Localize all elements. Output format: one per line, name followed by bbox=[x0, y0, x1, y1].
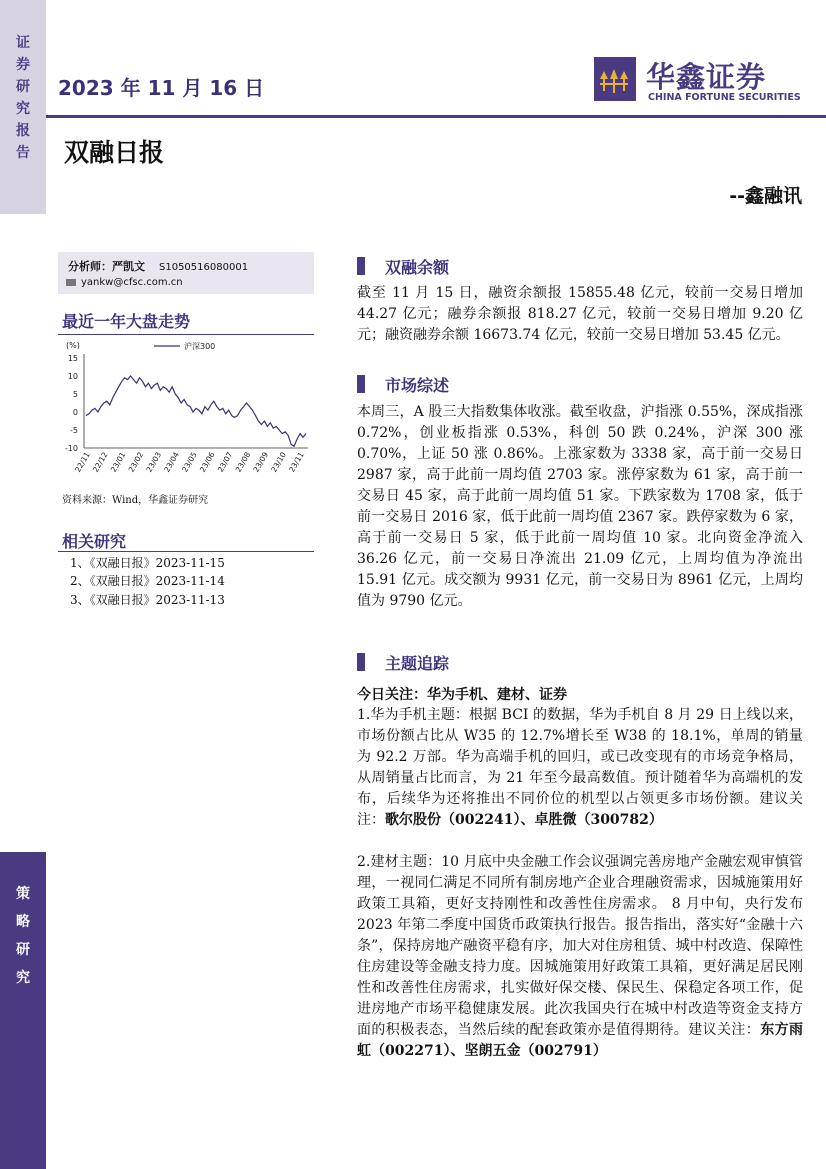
y-tick-label: 0 bbox=[72, 408, 78, 417]
y-axis-unit-label: (%) bbox=[66, 341, 80, 350]
theme-paragraph-text: 1.华为手机主题：根据 BCI 的数据，华为手机自 8 月 29 日上线以来，市场份额占比从 W35 的 12.7%增长至 W38 的 18.1%，单周的销量为 92.2 万部。华为高端手机的回归，或已改变现有的市场竞争格局，从周销量占比而言，为 21 年至今最高数值。预计随着华为高端机的发布，后续华为还将推出不同价位的机型以占领更多市场份额。建议关注： bbox=[357, 707, 803, 828]
theme-paragraph-huawei bbox=[357, 705, 803, 831]
logo-name-cn: 华鑫证券 bbox=[646, 60, 767, 94]
analyst-license-id: S1050516080001 bbox=[159, 262, 249, 273]
y-tick-label: -10 bbox=[64, 444, 78, 453]
logo-mark-icon bbox=[594, 57, 636, 101]
related-item[interactable]: 1、《双融日报》2023-11-15 bbox=[70, 556, 225, 570]
x-tick-label: 23/02 bbox=[126, 450, 146, 474]
logo-name-en: CHINA FORTUNE SECURITIES bbox=[648, 92, 801, 103]
market-paragraph: 本周三，A 股三大指数集体收涨。截至收盘，沪指涨 0.55%，深成指涨 0.72%，创业板指涨 0.53%，科创 50 跌 0.24%，沪深 300 涨 0.70%，上证 50 涨 0.86%。上涨家数为 3338 家，高于前一交易日 2987 家，高于此前一周均值 2703 家。涨停家数为 61 家，高于前一交易日 45 家，高于此前一周均值 51 家。下跌家数为 1708 家，低于前一交易日 2016 家，低于此前一周均值 2367 家。跌停家数为 6 家，高于前一交易日 5 家，低于此前一周均值 10 家。北向资金净流入 36.26 亿元，前一交易日净流出 21.09 亿元，上周均值为净流出 15.91 亿元。成交额为 9931 亿元，前一交易日为 8961 亿元，上周均值为 9790 亿元。 bbox=[357, 404, 803, 609]
x-tick-label: 22/12 bbox=[90, 450, 110, 474]
section-title: 双融余额 bbox=[385, 258, 450, 277]
y-tick-label: -5 bbox=[70, 426, 78, 435]
x-tick-label: 23/04 bbox=[162, 450, 181, 474]
related-research-title: 相关研究 bbox=[62, 532, 127, 551]
x-tick-label: 23/08 bbox=[233, 450, 253, 474]
x-tick-label: 23/03 bbox=[144, 450, 164, 474]
theme-paragraph-building bbox=[357, 852, 803, 1062]
x-tick-label: 23/07 bbox=[215, 450, 235, 474]
today-focus: 今日关注：华为手机、建材、证券 bbox=[357, 687, 567, 703]
section-marker bbox=[357, 653, 365, 671]
side-label-strategy: 策 略 研 究 bbox=[16, 886, 30, 986]
analyst-name: 分析师：严凯文 bbox=[68, 260, 145, 273]
side-band bbox=[0, 0, 46, 1169]
analyst-email[interactable]: yankw@cfsc.com.cn bbox=[81, 277, 183, 288]
theme-paragraph-text: 2.建材主题：10 月底中央金融工作会议强调完善房地产金融宏观审慎管理，一视同仁满足不同所有制房地产企业合理融资需求，因城施策用好政策工具箱，更好支持刚性和改善性住房需求。 8 月中旬，央行发布 2023 年第二季度中国货币政策执行报告。报告指出，落实好“金融十六条”，保持房地产融资平稳有序，加大对住房租赁、城中村改造、保障性住房建设等金融支持力度。因城施策用好政策工具箱，更好满足居民刚性和改善性住房需求，扎实做好保交楼、保民生、保稳定各项工作，促进房地产市场平稳健康发展。此次我国央行在城中村改造等资金支持方面的积极表态，当然后续的配套政策亦是值得期待。建议关注： bbox=[357, 854, 803, 1038]
brand-logo bbox=[594, 57, 801, 107]
index-line-chart bbox=[58, 334, 314, 484]
chart-source: 资料来源：Wind，华鑫证券研究 bbox=[62, 495, 209, 506]
page-subtitle: --鑫融讯 bbox=[729, 185, 802, 207]
page-title: 双融日报 bbox=[64, 138, 165, 167]
x-tick-label: 23/09 bbox=[251, 450, 271, 474]
balance-paragraph: 截至 11 月 15 日，融资余额报 15855.48 亿元，较前一交易日增加 44.27 亿元；融券余额报 818.27 亿元，较前一交易日增加 9.20 亿元；融资融券余额 16673.74 亿元，较前一交易日增加 53.45 亿元。 bbox=[357, 285, 803, 343]
related-divider bbox=[58, 551, 314, 552]
analyst-box bbox=[58, 252, 314, 294]
section-title: 主题追踪 bbox=[385, 654, 450, 673]
x-tick-label: 22/11 bbox=[73, 450, 92, 474]
section-title: 市场综述 bbox=[385, 376, 450, 395]
mail-icon bbox=[66, 279, 76, 286]
recommended-stocks: 东方雨虹（002271）、坚朗五金（002791） bbox=[357, 1022, 804, 1059]
report-date: 2023 年 11 月 16 日 bbox=[58, 76, 265, 100]
y-tick-label: 15 bbox=[67, 354, 78, 363]
analyst-line bbox=[68, 258, 248, 274]
header-divider bbox=[46, 115, 826, 118]
legend-label: 沪深300 bbox=[184, 342, 216, 351]
x-tick-label: 23/11 bbox=[287, 450, 306, 474]
chart-title: 最近一年大盘走势 bbox=[62, 312, 191, 331]
x-tick-label: 23/10 bbox=[269, 450, 288, 474]
side-label-report: 证 券 研 究 报 告 bbox=[16, 35, 30, 161]
recommended-stocks: 歌尔股份（002241）、卓胜微（300782） bbox=[385, 812, 663, 828]
series-line-hs300 bbox=[86, 376, 306, 446]
x-tick-label: 23/06 bbox=[197, 450, 217, 474]
x-tick-label: 23/01 bbox=[108, 450, 128, 474]
y-tick-label: 10 bbox=[67, 372, 78, 381]
related-item[interactable]: 2、《双融日报》2023-11-14 bbox=[70, 574, 225, 588]
section-marker bbox=[357, 375, 365, 393]
related-item[interactable]: 3、《双融日报》2023-11-13 bbox=[70, 593, 225, 607]
y-tick-label: 5 bbox=[72, 390, 78, 399]
analyst-email-line bbox=[66, 277, 183, 288]
x-tick-label: 23/05 bbox=[180, 450, 199, 474]
section-marker bbox=[357, 257, 365, 275]
